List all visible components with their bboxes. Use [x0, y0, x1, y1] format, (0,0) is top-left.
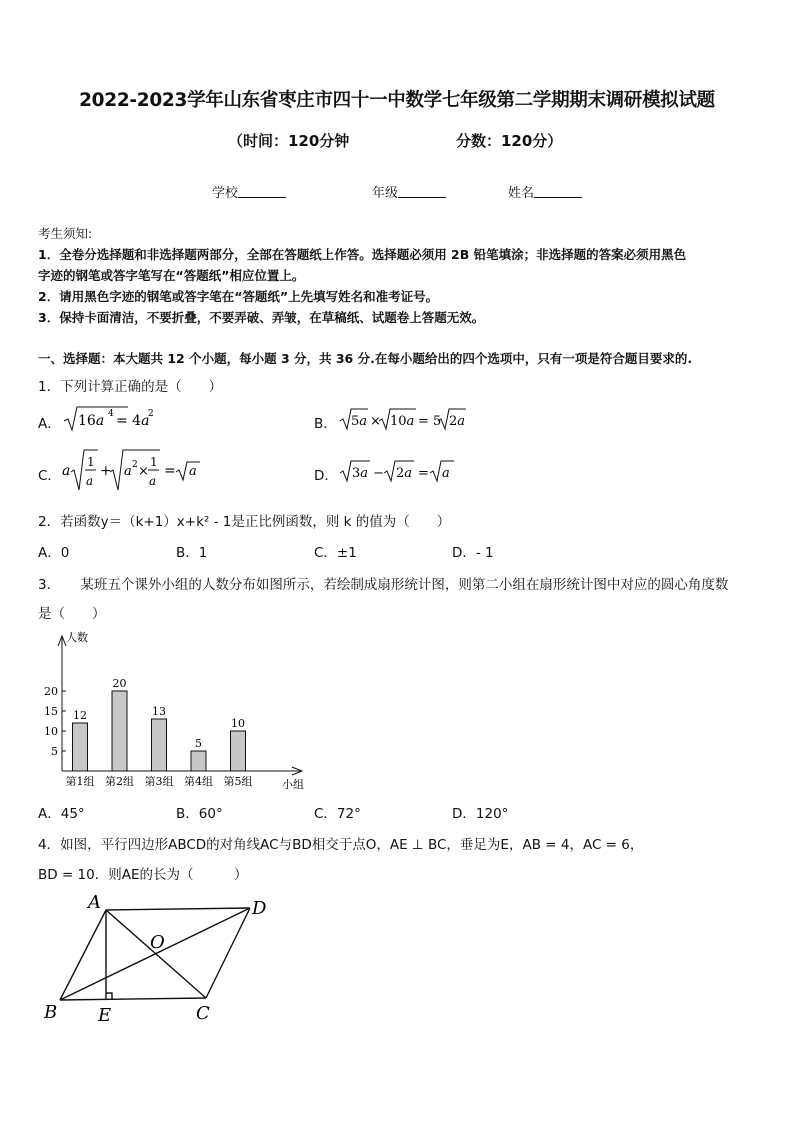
svg-text:×: × — [370, 414, 381, 429]
name-blank — [534, 185, 582, 198]
bar — [231, 731, 246, 771]
school-field — [212, 182, 286, 201]
notice-line-1b: 字迹的钢笔或答字笔写在“答题纸”相应位置上。 — [38, 268, 305, 283]
svg-text:1: 1 — [87, 455, 95, 469]
category-label: 第2组 — [105, 775, 134, 788]
q1-option-c-formula — [60, 446, 210, 496]
q1-option-b-formula — [338, 405, 468, 433]
diagonal-bd — [60, 908, 250, 1000]
q4-stem-line-1: 4．如图，平行四边形ABCD的对角线AC与BD相交于点O，AE ⊥ BC，垂足为E，AB = 4，AC = 6， — [38, 837, 644, 853]
svg-text:a: a — [149, 474, 157, 488]
q1-option-c-label: C． — [38, 468, 61, 484]
score-info: 分数：120分） — [456, 132, 563, 150]
svg-text:2: 2 — [132, 460, 138, 470]
q3-option-a[interactable]: A．45° — [38, 806, 85, 822]
vertex-c: C — [196, 1003, 210, 1024]
q3-option-d[interactable]: D．120° — [452, 806, 509, 822]
svg-text:+: + — [100, 463, 112, 479]
q1-option-b-label: B． — [314, 416, 337, 432]
q1-stem: 1．下列计算正确的是（ ） — [38, 379, 223, 395]
svg-text:= 5: = 5 — [418, 414, 442, 429]
q1-option-a[interactable] — [38, 412, 61, 432]
q3-stem-line-2: 是（ ） — [38, 606, 106, 622]
svg-text:2a: 2a — [449, 414, 466, 429]
svg-text:a: a — [442, 466, 450, 481]
bar — [73, 723, 88, 771]
svg-text:3a: 3a — [352, 466, 369, 481]
bar-value-label: 20 — [112, 677, 127, 690]
svg-text:10a: 10a — [390, 414, 415, 429]
q1-option-d-label: D． — [314, 468, 338, 484]
name-field — [508, 182, 582, 201]
bar — [112, 691, 127, 771]
grade-blank — [398, 185, 446, 198]
q2-option-a[interactable]: A．0 — [38, 545, 70, 561]
y-tick-label: 15 — [44, 705, 58, 718]
notice-line-1a: 1．全卷分选择题和非选择题两部分，全部在答题纸上作答。选择题必须用 2B 铅笔填涂；非选择题的答案必须用黑色 — [38, 247, 687, 262]
y-tick-label: 20 — [44, 685, 58, 698]
bar — [152, 719, 167, 771]
svg-text:×: × — [138, 464, 149, 479]
bar-value-label: 12 — [73, 709, 87, 722]
category-label: 第5组 — [223, 775, 253, 788]
vertex-d: D — [252, 898, 267, 919]
q3-stem-line-1: 3． 某班五个课外小组的人数分布如图所示，若绘制成扇形统计图，则第二小组在扇形统计图中对应的圆心角度数 — [38, 577, 729, 593]
name-label: 姓名 — [508, 186, 535, 201]
category-label: 第1组 — [65, 775, 95, 788]
edge-ba — [60, 910, 106, 1000]
chart-ylabel: 人数 — [66, 631, 88, 644]
svg-text:=: = — [164, 463, 176, 479]
q3-option-b[interactable]: B．60° — [176, 806, 223, 822]
notice-heading: 考生须知: — [38, 226, 93, 241]
svg-text:2: 2 — [148, 409, 154, 419]
svg-text:4: 4 — [108, 409, 114, 419]
svg-text:−: − — [373, 466, 384, 481]
q2-option-c[interactable]: C．±1 — [314, 545, 357, 561]
category-label: 第4组 — [184, 775, 213, 788]
chart-axes — [58, 636, 302, 775]
q1-option-b[interactable] — [314, 412, 337, 432]
category-label: 第3组 — [144, 775, 174, 788]
q2-option-d[interactable]: D．- 1 — [452, 545, 494, 561]
chart-xlabel: 小组 — [282, 778, 304, 791]
q1-option-d[interactable] — [314, 464, 338, 484]
notice-line-2: 2．请用黑色字迹的钢笔或答字笔在“答题纸”上先填写姓名和准考证号。 — [38, 289, 439, 304]
q1-option-a-label: A． — [38, 416, 61, 432]
edge-ad — [106, 908, 250, 910]
svg-text:1: 1 — [150, 455, 158, 469]
page-title: 2022-2023学年山东省枣庄市四十一中数学七年级第二学期期末调研模拟试题 — [79, 90, 715, 111]
school-blank — [238, 185, 286, 198]
vertex-b: B — [44, 1002, 58, 1023]
edge-dc — [206, 908, 250, 998]
school-label: 学校 — [212, 186, 239, 201]
q1-option-d-formula — [338, 457, 458, 485]
notice-line-3: 3．保持卡面清洁，不要折叠，不要弄破、弄皱，在草稿纸、试题卷上答题无效。 — [38, 310, 485, 325]
svg-text:a: a — [86, 474, 94, 488]
point-e: E — [98, 1005, 112, 1025]
vertex-a: A — [88, 892, 101, 913]
bar-chart — [38, 628, 318, 798]
y-tick-label: 10 — [44, 725, 58, 738]
q3-option-c[interactable]: C．72° — [314, 806, 361, 822]
bar-value-label: 5 — [195, 737, 202, 750]
q2-stem: 2．若函数y＝（k+1）x+k² - 1是正比例函数，则 k 的值为（ ） — [38, 514, 451, 530]
edge-cb — [60, 998, 206, 1000]
bar-value-label: 10 — [231, 717, 245, 730]
svg-text:=: = — [418, 466, 429, 481]
svg-text:a: a — [62, 463, 71, 479]
grade-field — [372, 182, 446, 201]
bar — [191, 751, 206, 771]
svg-text:2a: 2a — [396, 466, 413, 481]
svg-text:5a: 5a — [351, 414, 368, 429]
section-heading: 一、选择题：本大题共 12 个小题，每小题 3 分，共 36 分.在每小题给出的四个选项中，只有一项是符合题目要求的. — [38, 351, 693, 366]
grade-label: 年级 — [372, 186, 399, 201]
bar-value-label: 13 — [152, 705, 166, 718]
svg-text:= 4a: = 4a — [116, 413, 150, 429]
q2-option-b[interactable]: B．1 — [176, 545, 208, 561]
svg-text:16a: 16a — [78, 413, 105, 429]
parallelogram-diagram — [40, 890, 290, 1025]
svg-text:a: a — [124, 464, 132, 479]
svg-text:a: a — [189, 464, 197, 479]
q4-stem-line-2: BD = 10．则AE的长为（ ） — [38, 867, 248, 883]
y-tick-label: 5 — [51, 745, 58, 758]
q1-option-a-formula — [62, 403, 162, 433]
q1-option-c[interactable] — [38, 464, 61, 484]
time-info: （时间：120分钟 — [228, 132, 350, 150]
point-o: O — [150, 932, 165, 953]
